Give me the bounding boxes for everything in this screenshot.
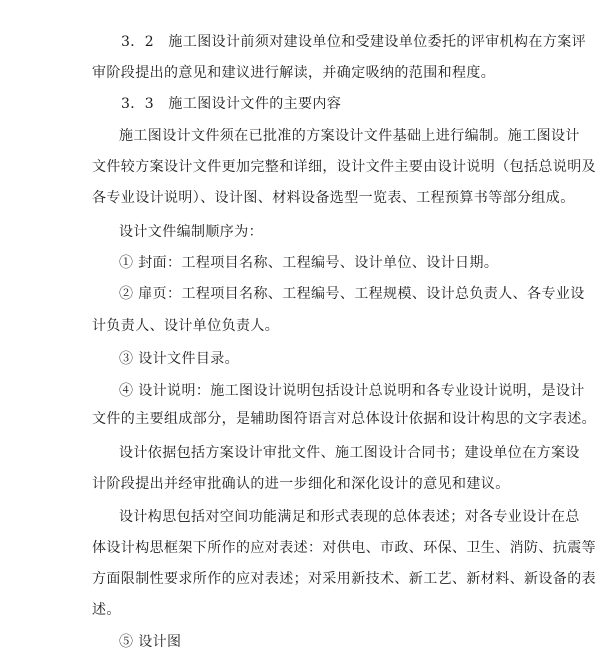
text-line: 设计构思包括对空间功能满足和形式表现的总体表述；对各专业设计在总: [119, 509, 580, 525]
text-line: 审阶段提出的意见和建议进行解读，并确定吸纳的范围和程度。: [92, 65, 496, 81]
text-line: 施工图设计文件须在已批准的方案设计文件基础上进行编制。施工图设计: [119, 128, 580, 144]
list-item: ② 扉页：工程项目名称、工程编号、工程规模、设计总负责人、各专业设: [119, 286, 585, 302]
text-line: 设计依据包括方案设计审批文件、施工图设计合同书；建设单位在方案设: [119, 445, 580, 461]
text-line: 计阶段提出并经审批确认的进一步细化和深化设计的意见和建议。: [92, 476, 510, 492]
text-line: 文件较方案设计文件更加完整和详细，设计文件主要由设计说明（包括总说明及: [92, 159, 596, 175]
list-item: ① 封面：工程项目名称、工程编号、设计单位、设计日期。: [119, 255, 499, 271]
text-line: 述。: [92, 602, 121, 618]
text-line: 文件的主要组成部分，是辅助图符语言对总体设计依据和设计构思的文字表述。: [92, 411, 596, 427]
text-line: 设计文件编制顺序为：: [119, 224, 263, 240]
section-heading: 3．3 施工图设计文件的主要内容: [121, 96, 342, 112]
text-line: 计负责人、设计单位负责人。: [92, 318, 280, 334]
text-line: 方面限制性要求所作的应对表述；对采用新技术、新工艺、新材料、新设备的表: [92, 571, 596, 587]
list-item: ⑤ 设计图: [119, 634, 182, 650]
list-item: ④ 设计说明：施工图设计说明包括设计总说明和各专业设计说明，是设计: [119, 383, 585, 399]
text-line: 体设计构思框架下所作的应对表述：对供电、市政、环保、卫生、消防、抗震等: [92, 540, 596, 556]
list-item: ③ 设计文件目录。: [119, 351, 240, 367]
text-line: 3．2 施工图设计前须对建设单位和受建设单位委托的评审机构在方案评: [121, 34, 587, 50]
text-line: 各专业设计说明）、设计图、材料设备选型一览表、工程预算书等部分组成。: [92, 190, 575, 206]
